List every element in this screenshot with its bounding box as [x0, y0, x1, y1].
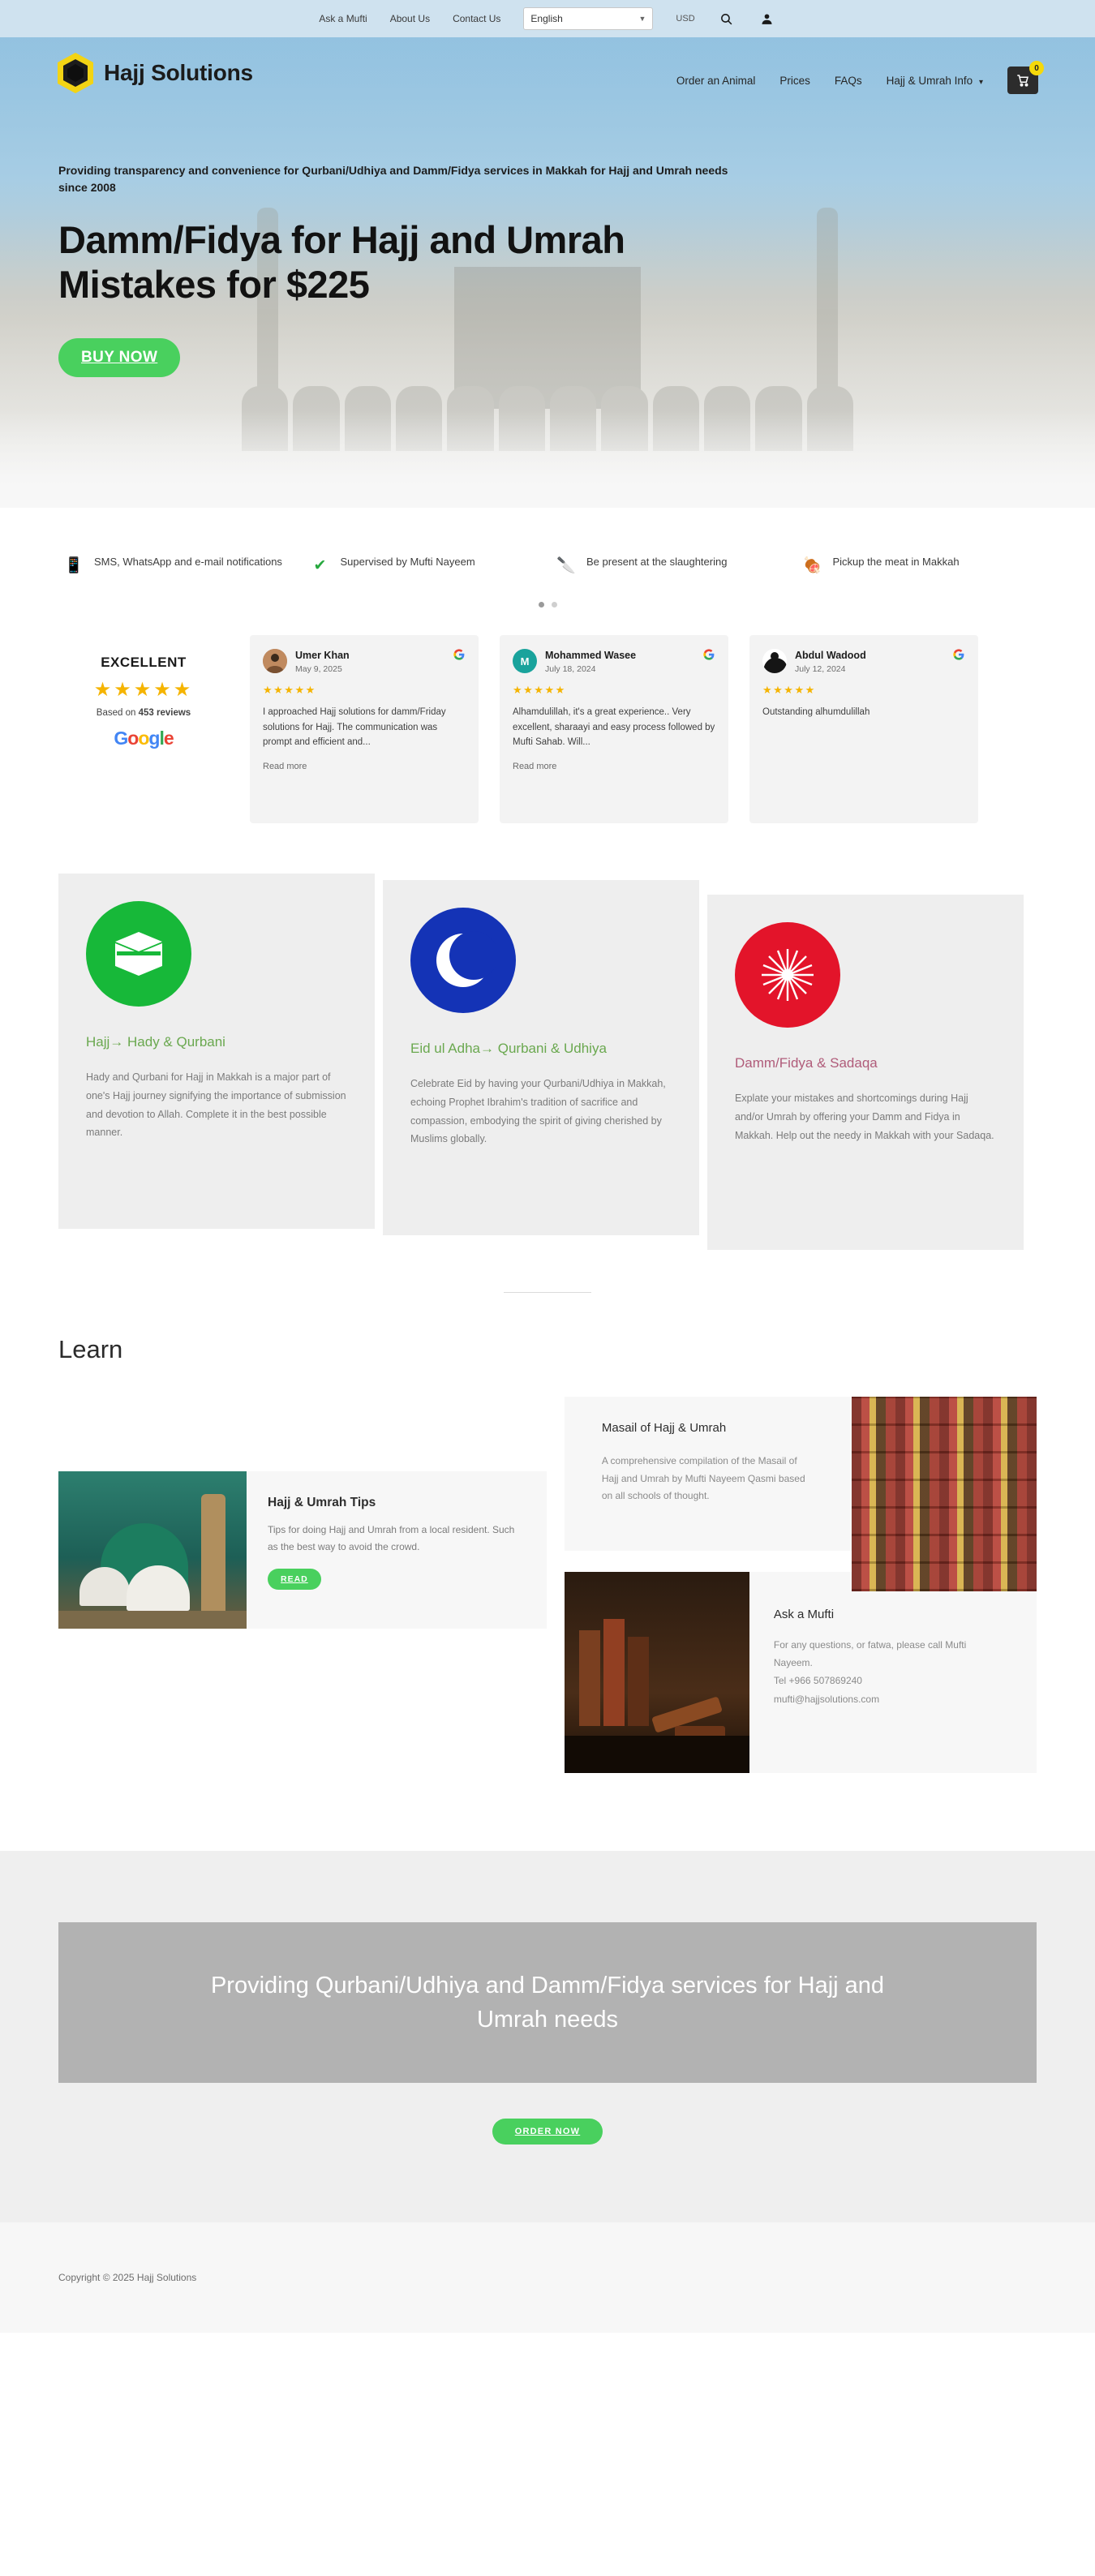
features-strip	[0, 508, 1095, 584]
service-card-eid-qurbani[interactable]	[383, 880, 699, 1235]
topbar-link-contact-us[interactable]: Contact Us	[453, 13, 501, 24]
hero-copy	[0, 94, 1095, 377]
review-card	[250, 635, 479, 823]
avatar	[263, 649, 287, 673]
knife-icon: 🔪	[556, 557, 576, 574]
learn-heading: Learn	[58, 1335, 123, 1363]
review-header	[762, 648, 965, 674]
mufti-text	[774, 1636, 993, 1708]
service-title: Hajj→ Hady & Qurbani	[86, 1034, 225, 1050]
carousel-dots[interactable]	[0, 584, 1095, 608]
review-card	[749, 635, 978, 823]
order-now-button[interactable]: ORDER NOW	[492, 2119, 603, 2145]
meat-icon: 🍖	[802, 557, 822, 574]
cta-banner	[58, 1922, 1037, 2083]
nav-prices[interactable]: Prices	[779, 74, 810, 87]
avatar-initial: M	[520, 655, 530, 668]
service-text: Explate your mistakes and shortcomings during Hajj and/or Umrah by offering your Damm and Fidya in Makkah. Help out the needy in Makkah with your Sadaqa.	[735, 1093, 994, 1141]
chevron-down-icon: ▼	[638, 15, 646, 23]
google-letter: g	[148, 728, 160, 749]
feature-label: Be present at the slaughtering	[586, 556, 728, 568]
mufti-phone[interactable]: Tel +966 507869240	[773, 1675, 862, 1687]
tips-title: Hajj & Umrah Tips	[268, 1496, 376, 1509]
madinah-mosque-photo	[58, 1471, 247, 1629]
hexagon-kaaba-logo	[57, 52, 94, 94]
reviews-star-rating: ★★★★★	[93, 679, 194, 701]
cta-text: Providing Qurbani/Udhiya and Damm/Fidya services for Hajj and Umrah needs	[210, 1972, 885, 2033]
service-card-hady-qurbani[interactable]	[58, 874, 375, 1229]
topbar-link-ask-a-mufti[interactable]: Ask a Mufti	[319, 13, 367, 24]
nav-hajj-umrah-info-label: Hajj & Umrah Info	[886, 74, 973, 87]
feature-item	[802, 555, 1033, 576]
review-author: Mohammed Wasee	[545, 650, 637, 661]
site-footer	[0, 2222, 1095, 2333]
feature-label: Supervised by Mufti Nayeem	[340, 556, 475, 568]
review-stars: ★★★★★	[513, 684, 566, 696]
tips-text: Tips for doing Hajj and Umrah from a local resident. Such as the best way to avoid the crowd.	[268, 1524, 515, 1552]
google-g-icon	[952, 648, 965, 661]
service-title: Damm/Fidya & Sadaqa	[735, 1055, 878, 1071]
cart-count-badge: 0	[1029, 61, 1044, 75]
reviews-count-value: 453 reviews	[138, 708, 191, 718]
hero-subtitle: Providing transparency and convenience for Qurbani/Udhiya and Damm/Fidya services in Makkah for Hajj and Umrah needs since 2008	[58, 164, 728, 194]
copyright-text: Copyright © 2025 Hajj Solutions	[58, 2272, 197, 2283]
card-ask-a-mufti[interactable]	[565, 1572, 1037, 1773]
review-date: May 9, 2025	[295, 664, 342, 674]
main-navigation	[676, 52, 1038, 94]
reviews-section	[0, 608, 1095, 856]
mobile-message-icon: 📱	[64, 557, 84, 574]
google-g-icon	[702, 648, 715, 661]
review-stars: ★★★★★	[263, 684, 316, 696]
review-stars: ★★★★★	[762, 684, 816, 696]
review-date: July 12, 2024	[795, 664, 846, 674]
review-card	[500, 635, 728, 823]
review-read-more[interactable]: Read more	[263, 761, 307, 771]
review-header	[513, 648, 715, 674]
hero-fade-overlay	[0, 410, 1095, 508]
review-author: Abdul Wadood	[795, 650, 866, 661]
brand-name: Hajj Solutions	[104, 60, 253, 85]
google-g-icon	[453, 648, 466, 661]
chevron-down-icon: ▾	[978, 77, 983, 87]
read-button[interactable]: READ	[268, 1569, 321, 1590]
search-icon[interactable]	[718, 10, 736, 28]
reviews-summary	[58, 635, 229, 749]
services-section	[0, 856, 1095, 1250]
service-text: Hady and Qurbani for Hajj in Makkah is a major part of one's Hajj journey signifying the importance of submission and devotion to Allah. Complete it in the best possible manner.	[86, 1071, 346, 1139]
service-title: Eid ul Adha→ Qurbani & Udhiya	[410, 1041, 607, 1056]
google-letter: o	[127, 728, 139, 749]
gavel-books-photo	[565, 1572, 749, 1773]
feature-item	[556, 555, 786, 576]
reviews-count-line	[58, 708, 229, 718]
hero-title: Damm/Fidya for Hajj and Umrah Mistakes for $225	[58, 218, 625, 307]
review-read-more[interactable]: Read more	[513, 761, 557, 771]
review-text: I approached Hajj solutions for damm/Friday solutions for Hajj. The communication was prompt and efficient and...	[263, 707, 446, 748]
nav-order-an-animal[interactable]: Order an Animal	[676, 74, 756, 87]
section-divider	[0, 1250, 1095, 1293]
avatar	[762, 649, 787, 673]
kaaba-icon	[86, 901, 191, 1007]
nav-hajj-umrah-info[interactable]	[887, 75, 983, 87]
language-selector[interactable]	[523, 7, 653, 30]
reviews-headline: EXCELLENT	[101, 655, 187, 670]
review-author: Umer Khan	[295, 650, 350, 661]
feature-label: SMS, WhatsApp and e-mail notifications	[94, 556, 282, 568]
site-header	[0, 37, 1095, 94]
masail-title: Masail of Hajj & Umrah	[601, 1421, 727, 1435]
carousel-dot-2[interactable]	[552, 602, 557, 608]
review-text: Outstanding alhumdulillah	[762, 707, 870, 717]
service-card-damm-fidya[interactable]	[707, 895, 1024, 1250]
language-selector-value: English	[530, 13, 563, 24]
card-masail[interactable]	[565, 1397, 1037, 1551]
reviews-count-prefix: Based on	[96, 708, 139, 718]
nav-faqs[interactable]: FAQs	[834, 74, 862, 87]
avatar	[513, 649, 537, 673]
carousel-dot-1[interactable]	[539, 602, 544, 608]
hero-banner	[0, 37, 1095, 508]
feature-item	[63, 555, 294, 576]
topbar-link-about-us[interactable]: About Us	[389, 13, 431, 24]
google-letter: l	[159, 728, 164, 749]
currency-selector[interactable]: USD	[676, 14, 695, 24]
cart-button[interactable]	[1007, 63, 1039, 94]
card-hajj-umrah-tips[interactable]	[58, 1471, 547, 1629]
feature-label: Pickup the meat in Makkah	[832, 556, 960, 568]
feature-item	[310, 555, 540, 576]
masail-text: A comprehensive compilation of the Masail of Hajj and Umrah by Mufti Nayeem Qasmi based on all schools of thought.	[601, 1455, 805, 1502]
review-header	[263, 648, 466, 674]
mufti-email[interactable]: mufti@hajjsolutions.com	[773, 1693, 880, 1705]
google-letter: e	[163, 728, 174, 749]
google-letter: o	[138, 728, 149, 749]
google-logo-wordmark	[58, 728, 229, 749]
user-account-icon[interactable]	[758, 10, 776, 28]
buy-now-button[interactable]: BUY NOW	[58, 338, 180, 377]
crescent-moon-icon	[410, 908, 516, 1013]
cta-section	[0, 1851, 1095, 2222]
review-date: July 18, 2024	[545, 664, 596, 674]
mufti-title: Ask a Mufti	[773, 1608, 835, 1621]
utility-bar	[0, 0, 1095, 37]
bookshelf-photo	[852, 1397, 1037, 1591]
learn-section	[0, 1293, 1095, 1773]
review-text: Alhamdulillah, it's a great experience.. Very excellent, sharaayi and easy process followed by Mufti Sahab. Will...	[513, 707, 715, 748]
service-text: Celebrate Eid by having your Qurbani/Udhiya in Makkah, echoing Prophet Ibrahim's tradition of sacrifice and compassion, embodying the spirit of giving cherished by Muslims globally.	[410, 1078, 666, 1145]
sunburst-icon	[735, 922, 840, 1028]
mufti-description: For any questions, or fatwa, please call Mufti Nayeem.	[773, 1639, 967, 1669]
google-letter: G	[114, 728, 128, 749]
check-mark-icon: ✔	[313, 556, 327, 574]
brand-logo-link[interactable]	[57, 52, 253, 94]
